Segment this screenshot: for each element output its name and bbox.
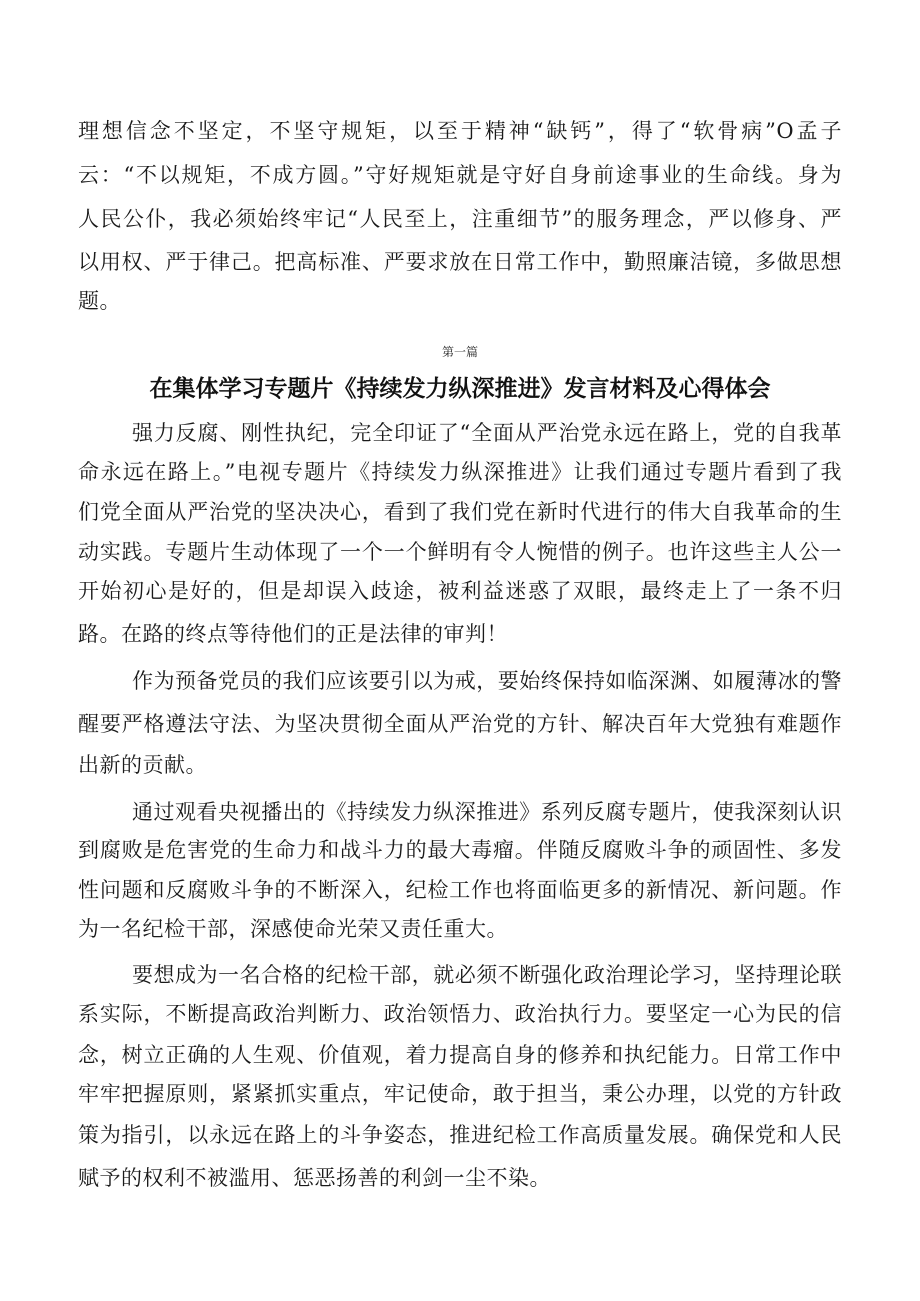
paragraph-line: 开始初心是好的，但是却误入歧途，被利益迷惑了双眼，最终走上了一条不归 [78, 579, 842, 603]
section-label: 第一篇 [441, 345, 478, 359]
paragraph-line: 醒要严格遵法守法、为坚决贯彻全面从严治党的方针、解决百年大党独有难题作 [78, 712, 842, 736]
paragraph-line: 要想成为一名合格的纪检干部，就必须不断强化政治理论学习，坚持理论联 [132, 963, 842, 987]
paragraph-line: 动实践。专题片生动体现了一个一个鲜明有令人惋惜的例子。也许这些主人公一 [78, 540, 842, 564]
paragraph-line: 性问题和反腐败斗争的不断深入，纪检工作也将面临更多的新情况、新问题。作 [78, 878, 842, 902]
section-title: 在集体学习专题片《持续发力纵深推进》发言材料及心得体会 [149, 376, 771, 402]
paragraph-line: 们党全面从严治党的坚决决心，看到了我们党在新时代进行的伟大自我革命的生 [78, 500, 842, 524]
paragraph-line: 赋予的权利不被滥用、惩恶扬善的利剑一尘不染。 [78, 1166, 551, 1190]
intro-line: 题。 [78, 289, 121, 313]
paragraph-line: 命永远在路上。”电视专题片《持续发力纵深推进》让我们通过专题片看到了我 [78, 460, 842, 484]
paragraph-line: 路。在路的终点等待他们的正是法律的审判！ [78, 622, 508, 646]
paragraph-line: 为一名纪检干部，深感使命光荣又责任重大。 [78, 917, 508, 941]
paragraph-line: 通过观看央视播出的《持续发力纵深推进》系列反腐专题片，使我深刻认识 [132, 800, 842, 824]
intro-line: 人民公仆，我必须始终牢记“人民至上，注重细节”的服务理念，严以修身、严 [78, 207, 842, 231]
paragraph-line: 念，树立正确的人生观、价值观，着力提高自身的修养和执纪能力。日常工作中 [78, 1043, 842, 1067]
paragraph-line: 牢牢把握原则，紧紧抓实重点，牢记使命，敢于担当，秉公办理，以党的方针政 [78, 1082, 842, 1106]
intro-line: 云：“不以规矩，不成方圆。”守好规矩就是守好自身前途事业的生命线。身为 [78, 163, 842, 187]
paragraph-line: 强力反腐、刚性执纪，完全印证了“全面从严治党永远在路上，党的自我革 [132, 421, 842, 445]
paragraph-line: 系实际，不断提高政治判断力、政治领悟力、政治执行力。要坚定一心为民的信 [78, 1002, 842, 1026]
paragraph-line: 出新的贡献。 [78, 753, 207, 777]
paragraph-line: 策为指引，以永远在路上的斗争姿态，推进纪检工作高质量发展。确保党和人民 [78, 1123, 842, 1147]
paragraph-line: 到腐败是危害党的生命力和战斗力的最大毒瘤。伴随反腐败斗争的顽固性、多发 [78, 838, 842, 862]
intro-line: 以用权、严于律己。把高标准、严要求放在日常工作中，勤照廉洁镜，多做思想 [78, 250, 842, 274]
paragraph-line: 作为预备党员的我们应该要引以为戒，要始终保持如临深渊、如履薄冰的警 [132, 669, 842, 693]
intro-line: 理想信念不坚定，不坚守规矩，以至于精神“缺钙”，得了“软骨病”O孟子 [78, 119, 842, 143]
